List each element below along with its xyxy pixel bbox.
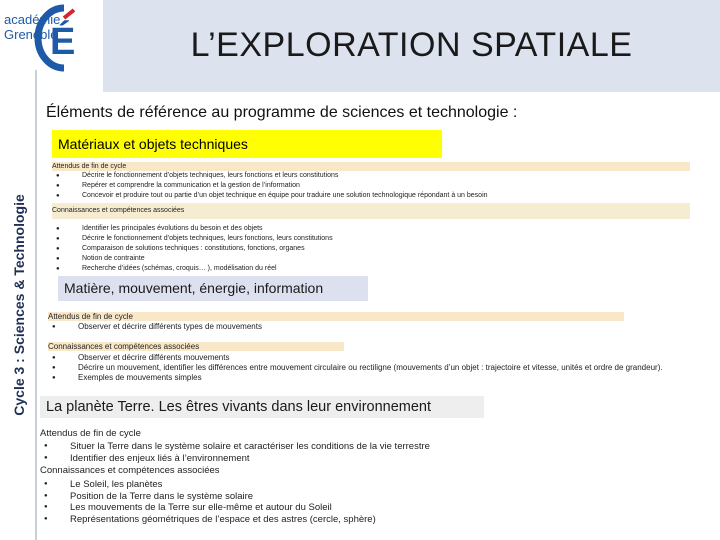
left-divider	[35, 70, 37, 540]
logo-letter: É	[50, 21, 76, 63]
section2-attendus-list	[48, 322, 648, 332]
section2-heading: Matière, mouvement, énergie, information	[58, 276, 368, 301]
list-item: ● Observer et décrire différents types de mouvements	[48, 322, 648, 332]
list-item: ● Représentations géométriques de l’espace et des astres (cercle, sphère)	[40, 514, 680, 526]
section1-connaissances-label: Connaissances et compétences associées	[52, 203, 690, 219]
logo-line2: Grenoble	[4, 27, 58, 42]
section2-connaissances-label: Connaissances et compétences associées	[48, 342, 344, 351]
list-item: ● Identifier les principales évolutions du besoin et des objets	[52, 224, 692, 234]
list-item: ● Décrire le fonctionnement d’objets techniques, leurs fonctions et leurs constitutions	[52, 171, 692, 181]
section1-attendus-list	[52, 171, 692, 201]
section3-connaissances-label: Connaissances et compétences associées	[40, 465, 220, 476]
section1-heading: Matériaux et objets techniques	[52, 130, 442, 158]
section3-heading: La planète Terre. Les êtres vivants dans leur environnement	[40, 396, 484, 418]
list-item: ● Exemples de mouvements simples	[48, 373, 668, 383]
section3-attendus-label: Attendus de fin de cycle	[40, 428, 141, 439]
list-item: ● Identifier des enjeux liés à l’environnement	[40, 453, 680, 465]
logo-graphic	[2, 2, 100, 72]
list-item: ● Comparaison de solutions techniques : constitutions, fonctions, organes	[52, 244, 692, 254]
academie-grenoble-logo	[2, 2, 100, 72]
list-item: ● Décrire le fonctionnement d’objets techniques, leurs fonctions, leurs constitutions	[52, 234, 692, 244]
list-item: ● Repérer et comprendre la communication et la gestion de l’information	[52, 181, 692, 191]
vertical-label: Cycle 3 : Sciences & Technologie	[11, 194, 27, 416]
list-item: ● Décrire un mouvement, identifier les différences entre mouvement circulaire ou rectiligne (mouvements d’un objet : trajectoire et vitesse, unités et ordre de grandeur).	[48, 363, 668, 373]
section2-attendus-label: Attendus de fin de cycle	[48, 312, 624, 321]
list-item: ● Notion de contrainte	[52, 254, 692, 264]
page-title: L’EXPLORATION SPATIALE	[190, 26, 633, 64]
section1-connaissances-list	[52, 224, 692, 274]
list-item: ● Recherche d’idées (schémas, croquis… ), modélisation du réel	[52, 264, 692, 274]
list-item: ● Le Soleil, les planètes	[40, 479, 680, 491]
section3-attendus-list	[40, 441, 680, 464]
list-item: ● Position de la Terre dans le système solaire	[40, 491, 680, 503]
section1-attendus-label: Attendus de fin de cycle	[52, 162, 690, 171]
list-item: ● Concevoir et produire tout ou partie d’un objet technique en équipe pour traduire une solution technologique répondant à un besoin	[52, 191, 692, 201]
list-item: ● Observer et décrire différents mouvements	[48, 353, 668, 363]
logo-line1: académie	[4, 12, 61, 27]
list-item: ● Situer la Terre dans le système solaire et caractériser les conditions de la vie terrestre	[40, 441, 680, 453]
section3-connaissances-list	[40, 479, 680, 525]
vertical-label-container	[4, 160, 34, 450]
section2-connaissances-list	[48, 353, 668, 383]
subtitle: Éléments de référence au programme de sciences et technologie :	[46, 104, 518, 121]
list-item: ● Les mouvements de la Terre sur elle-même et autour du Soleil	[40, 502, 680, 514]
